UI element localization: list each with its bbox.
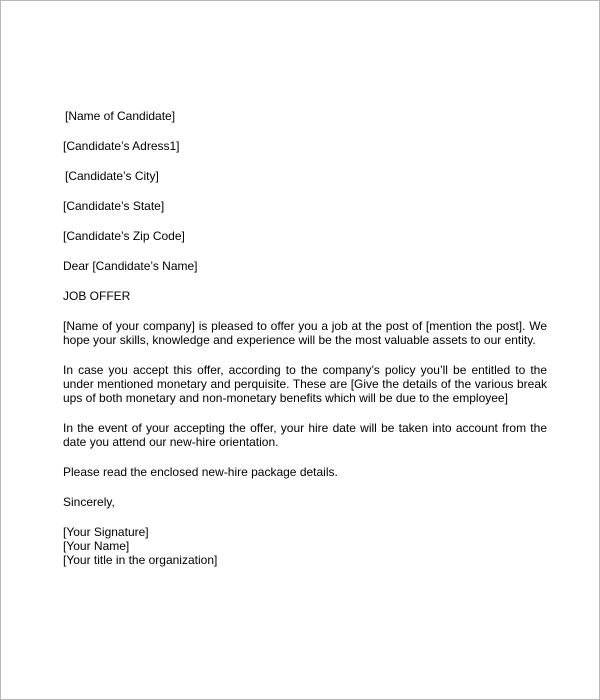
recipient-name: [Name of Candidate] [65,109,176,123]
letter-body [63,109,547,567]
subject-line: JOB OFFER [63,289,131,303]
paragraph-benefits: In case you accept this offer, according to the company’s policy you’ll be entitled to the under mentioned monetary and perquisite. These are [Give the details of the various break ups of both monetary and non-monetary benefits which will be due to the employee] [63,363,547,405]
signature-block [63,525,547,567]
signature-line: [Your Signature] [63,525,149,539]
signer-title: [Your title in the organization] [63,553,218,567]
recipient-state: [Candidate’s State] [63,199,165,213]
closing: Sincerely, [63,495,115,509]
salutation: Dear [Candidate’s Name] [63,259,198,273]
recipient-city: [Candidate’s City] [65,169,159,183]
recipient-zip: [Candidate’s Zip Code] [63,229,185,243]
paragraph-package: Please read the enclosed new-hire package details. [63,465,338,479]
paragraph-offer: [Name of your company] is pleased to offer you a job at the post of [mention the post]. We hope your skills, knowledge and experience will be the most valuable assets to our entity. [63,319,547,347]
paragraph-hire-date: In the event of your accepting the offer, your hire date will be taken into account from the date you attend our new-hire orientation. [63,421,547,449]
signer-name: [Your Name] [63,539,130,553]
recipient-address: [Candidate’s Adress1] [63,139,180,153]
